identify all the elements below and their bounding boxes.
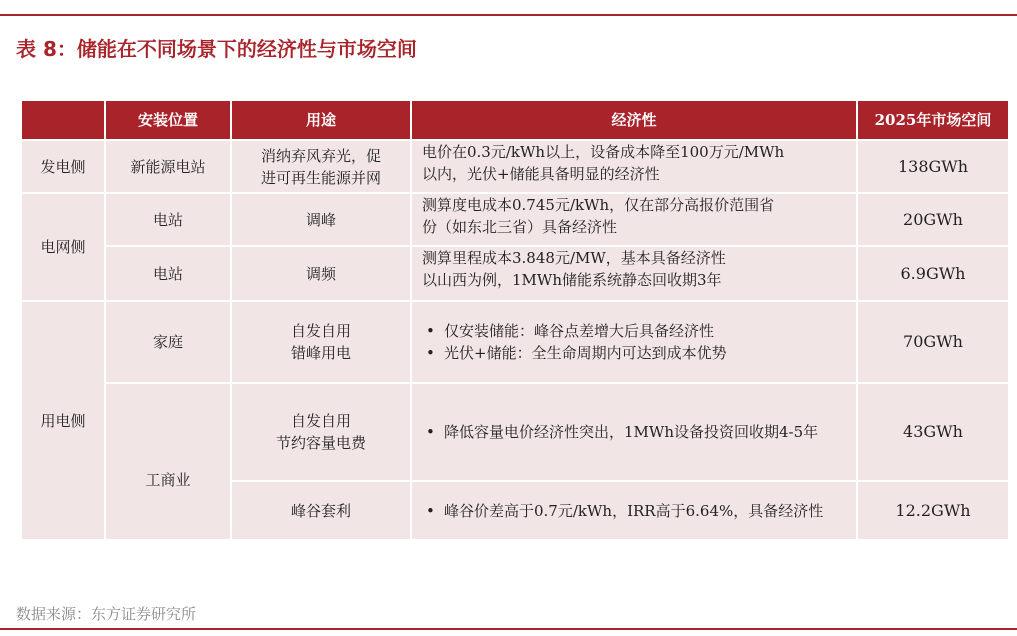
market-cell: 70GWh [858,302,1008,382]
economics-table [22,101,1006,539]
economics-bullet: • 降低容量电价经济性突出，1MWh设备投资回收期4-5年 [422,421,850,443]
economics-cell [412,482,856,539]
use-cell [232,302,410,382]
economics-cell [412,141,856,192]
location-cell: 电站 [106,247,230,300]
use-line: 消纳弃风弃光，促 [260,146,381,165]
market-cell: 20GWh [858,194,1008,245]
location-cell: 电站 [106,194,230,245]
location-cell: 家庭 [106,302,230,382]
economics-cell [412,302,856,382]
market-cell: 43GWh [858,384,1008,480]
group-consumption: 用电侧 [22,302,104,539]
use-cell: 峰谷套利 [232,482,410,539]
use-cell: 调频 [232,247,410,300]
header-economics: 经济性 [412,101,856,139]
economics-cell [412,247,856,300]
economics-line: 以山西为例，1MWh储能系统静态回收期3年 [422,271,722,289]
top-rule [0,14,1017,16]
economics-cell [412,194,856,245]
header-market: 2025年市场空间 [858,101,1008,139]
economics-bullet: • 光伏+储能：全生命周期内可达到成本优势 [422,342,850,364]
economics-cell [412,384,856,480]
group-generation: 发电侧 [22,141,104,192]
economics-bullet-list [422,500,850,522]
economics-bullet: • 峰谷价差高于0.7元/kWh，IRR高于6.64%，具备经济性 [422,500,850,522]
economics-line: 测算里程成本3.848元/MW，基本具备经济性 [422,249,726,267]
use-line: 进可再生能源并网 [260,168,381,187]
location-cell: 新能源电站 [106,141,230,192]
location-cell: 工商业 [106,384,230,539]
use-cell [232,141,410,192]
economics-line: 测算度电成本0.745元/kWh，仅在部分高报价范围省 [422,196,775,214]
source-note: 数据来源：东方证券研究所 [16,605,197,623]
economics-bullet-list [422,421,850,443]
use-line: 自发自用 [290,322,351,340]
economics-line: 份（如东北三省）具备经济性 [422,218,618,236]
economics-bullet: • 仅安装储能：峰谷点差增大后具备经济性 [422,320,850,342]
use-line: 节约容量电费 [275,434,366,452]
economics-line: 以内，光伏+储能具备明显的经济性 [422,165,660,183]
economics-line: 电价在0.3元/kWh以上，设备成本降至100万元/MWh [422,143,785,161]
use-line: 自发自用 [290,412,351,430]
market-cell: 138GWh [858,141,1008,192]
use-cell: 调峰 [232,194,410,245]
use-cell [232,384,410,480]
header-blank [22,101,104,139]
market-cell: 6.9GWh [858,247,1008,300]
header-location: 安装位置 [106,101,230,139]
market-cell: 12.2GWh [858,482,1008,539]
header-use: 用途 [232,101,410,139]
economics-bullet-list [422,320,850,364]
use-line: 错峰用电 [290,344,351,362]
group-grid: 电网侧 [22,194,104,300]
bottom-rule [0,628,1017,630]
table-title: 表 8：储能在不同场景下的经济性与市场空间 [16,37,417,61]
